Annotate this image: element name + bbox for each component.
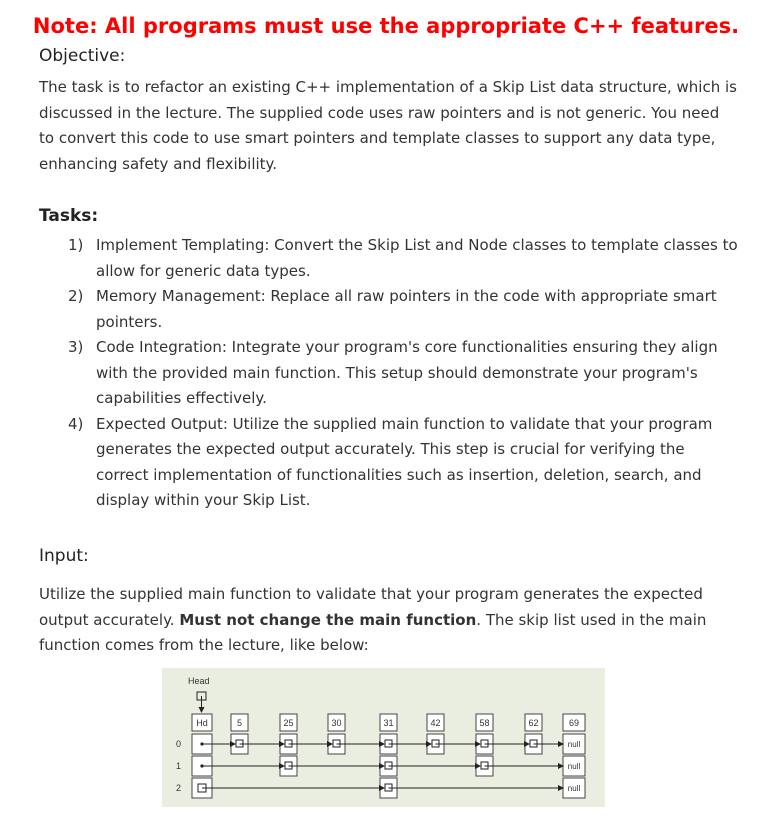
level-label: 1 xyxy=(176,761,182,771)
null-label: null xyxy=(567,784,581,793)
node-key-label: 5 xyxy=(236,718,243,728)
task-item: 4) Expected Output: Utilize the supplied main function to validate that your program generates the expected output accurately. This step is crucial for verifying the correct implementation of functionalities such as insertion, deletion, search, and display within your Skip List. xyxy=(68,414,713,509)
input-text: Utilize the supplied main function to validate that your program generates the expected output accurately. Must not change the main function. The skip list used in the main function comes from the lecture, like below: xyxy=(39,585,707,654)
level-label: 0 xyxy=(176,739,182,749)
objective-heading: Objective: xyxy=(39,46,126,66)
null-label: null xyxy=(567,740,581,749)
node-key-label: Hd xyxy=(196,718,208,728)
skip-list-diagram xyxy=(162,668,605,807)
objective-text: The task is to refactor an existing C++ implementation of a Skip List data structure, which is discussed in the lecture. The supplied code uses raw pointers and is not generic. You need to convert this code to use smart pointers and template classes to support any data type, enhancing safety and flexibility. xyxy=(39,78,737,173)
input-bold-text: Must not change the main function xyxy=(179,610,477,629)
tasks-list xyxy=(68,233,740,514)
node-key-label: 58 xyxy=(479,718,490,728)
node-key-label: 30 xyxy=(331,718,342,728)
node-key-label: 69 xyxy=(568,718,580,728)
task-item: 3) Code Integration: Integrate your program's core functionalities ensuring they align with the provided main function. This setup should demonstrate your program's capabilities effectively. xyxy=(68,338,718,407)
null-label: null xyxy=(567,762,581,771)
task-item: 2) Memory Management: Replace all raw pointers in the code with appropriate smart pointers. xyxy=(68,287,717,331)
node-key-label: 42 xyxy=(430,718,441,728)
input-heading: Input: xyxy=(39,546,89,566)
node-key-label: 62 xyxy=(528,718,539,728)
node-key-label: 25 xyxy=(283,718,294,728)
note-banner: Note: All programs must use the appropriate C++ features. xyxy=(32,14,740,38)
node-key-label: 31 xyxy=(383,718,394,728)
task-item: 1) Implement Templating: Convert the Skip List and Node classes to template classes to allow for generic data types. xyxy=(68,236,738,280)
tasks-heading: Tasks: xyxy=(39,206,99,226)
level-label: 2 xyxy=(176,783,182,793)
head-label: Head xyxy=(188,676,210,686)
